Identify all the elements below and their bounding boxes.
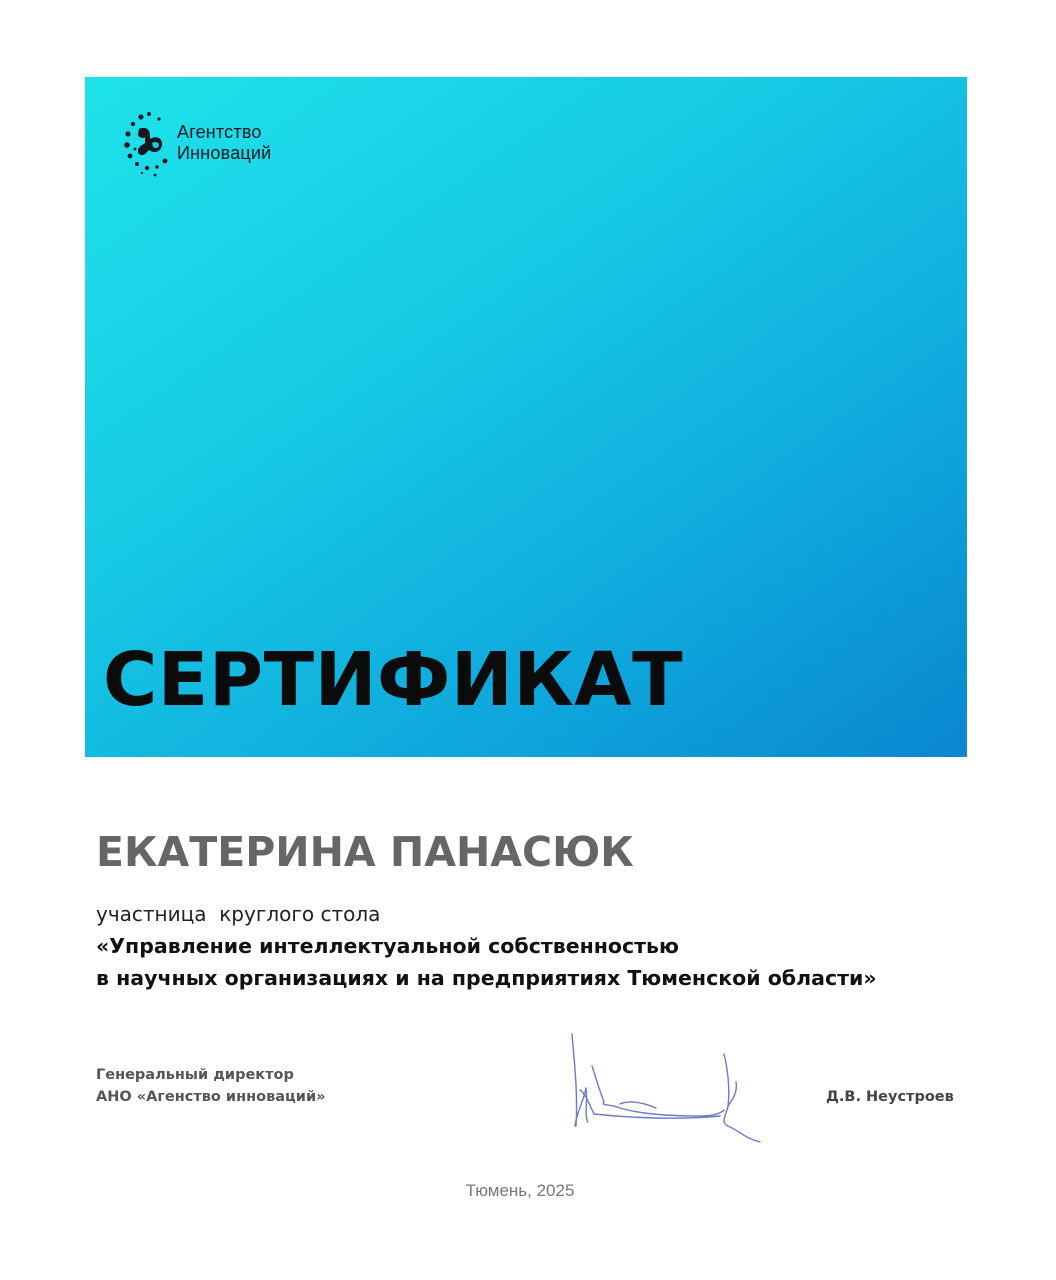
- logo-line-1: Агентство: [177, 122, 262, 142]
- agency-logo: [119, 105, 271, 181]
- handwritten-signature: [560, 1030, 770, 1150]
- agency-logo-icon: [119, 105, 175, 181]
- participant-role: участница круглого стола: [96, 902, 381, 926]
- certificate-title: СЕРТИФИКАТ: [103, 637, 684, 723]
- agency-logo-text: [177, 122, 271, 164]
- certificate-banner: [85, 77, 967, 757]
- event-title: [96, 930, 877, 994]
- signer-position-line-2: АНО «Агенство инноваций»: [96, 1089, 326, 1105]
- event-title-line-1: «Управление интеллектуальной собственностью: [96, 934, 679, 958]
- signer-position-line-1: Генеральный директор: [96, 1067, 294, 1083]
- signer-position: [96, 1064, 326, 1108]
- event-title-line-2: в научных организациях и на предприятиях Тюменской области»: [96, 966, 877, 990]
- logo-line-2: Инноваций: [177, 143, 272, 163]
- recipient-name: ЕКАТЕРИНА ПАНАСЮК: [96, 828, 634, 876]
- place-and-date: Тюмень, 2025: [465, 1181, 575, 1200]
- signer-name: Д.В. Неустроев: [826, 1089, 954, 1105]
